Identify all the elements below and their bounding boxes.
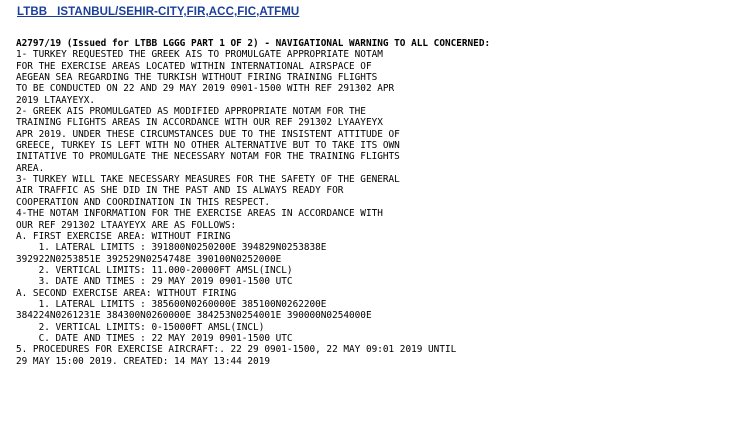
notam-line: 392922N0253851E 392529N0254748E 390100N0252000E (16, 253, 282, 265)
notam-line: A. FIRST EXERCISE AREA: WITHOUT FIRING (16, 230, 231, 242)
notam-line: A. SECOND EXERCISE AREA: WITHOUT FIRING (16, 287, 237, 299)
notam-line: OUR REF 291302 LTAAYEYX ARE AS FOLLOWS: (16, 219, 237, 231)
notam-line: AEGEAN SEA REGARDING THE TURKISH WITHOUT FIRING TRAINING FLIGHTS (16, 72, 378, 84)
notam-line: FOR THE EXERCISE AREAS LOCATED WITHIN INTERNATIONAL AIRSPACE OF (16, 60, 372, 72)
notam-line: 1- TURKEY REQUESTED THE GREEK AIS TO PROMULGATE APPROPRIATE NOTAM (16, 49, 383, 61)
notam-line: 2. VERTICAL LIMITS: 11.000-20000FT AMSL(INCL) (16, 264, 293, 276)
notam-line: APR 2019. UNDER THESE CIRCUMSTANCES DUE TO THE INSISTENT ATTITUDE OF (16, 128, 400, 140)
notam-line: 3- TURKEY WILL TAKE NECESSARY MEASURES FOR THE SAFETY OF THE GENERAL (16, 174, 400, 186)
notam-text-block (16, 38, 490, 367)
notam-line: 2- GREEK AIS PROMULGATED AS MODIFIED APPROPRIATE NOTAM FOR THE (16, 106, 366, 118)
notam-line: 2019 LTAAYEYX. (16, 94, 96, 106)
notam-line: 4-THE NOTAM INFORMATION FOR THE EXERCISE AREAS IN ACCORDANCE WITH (16, 208, 383, 220)
notam-line: 1. LATERAL LIMITS : 385600N0260000E 385100N0262200E (16, 298, 327, 310)
notam-line: 2. VERTICAL LIMITS: 0-15000FT AMSL(INCL) (16, 321, 265, 333)
notam-line: AREA. (16, 162, 45, 174)
notam-line: TO BE CONDUCTED ON 22 AND 29 MAY 2019 0901-1500 WITH REF 291302 APR (16, 83, 395, 95)
notam-line: AIR TRAFFIC AS SHE DID IN THE PAST AND IS ALWAYS READY FOR (16, 185, 344, 197)
notam-line: 3. DATE AND TIMES : 29 MAY 2019 0901-1500 UTC (16, 276, 293, 288)
notam-line: C. DATE AND TIMES : 22 MAY 2019 0901-1500 UTC (16, 332, 293, 344)
notam-line: 5. PROCEDURES FOR EXERCISE AIRCRAFT:. 22 29 0901-1500, 22 MAY 09:01 2019 UNTIL (16, 344, 457, 356)
notam-line: 384224N0261231E 384300N0260000E 384253N0254001E 390000N0254000E (16, 310, 372, 322)
fir-header-link[interactable]: LTBB ISTANBUL/SEHIR-CITY,FIR,ACC,FIC,ATFMU (17, 6, 300, 18)
notam-line: TRAINING FLIGHTS AREAS IN ACCORDANCE WITH OUR REF 291302 LYAAYEYX (16, 117, 383, 129)
notam-line: 29 MAY 15:00 2019. CREATED: 14 MAY 13:44 2019 (16, 355, 270, 367)
notam-line: GREECE, TURKEY IS LEFT WITH NO OTHER ALTERNATIVE BUT TO TAKE ITS OWN (16, 140, 400, 152)
notam-line-header: A2797/19 (Issued for LTBB LGGG PART 1 OF 2) - NAVIGATIONAL WARNING TO ALL CONCERNED: (16, 38, 491, 49)
notam-line: COOPERATION AND COORDINATION IN THIS RESPECT. (16, 196, 270, 208)
notam-line: INITATIVE TO PROMULGATE THE NECESSARY NOTAM FOR THE TRAINING FLIGHTS (16, 151, 400, 163)
notam-line: 1. LATERAL LIMITS : 391800N0250200E 394829N0253838E (16, 242, 327, 254)
